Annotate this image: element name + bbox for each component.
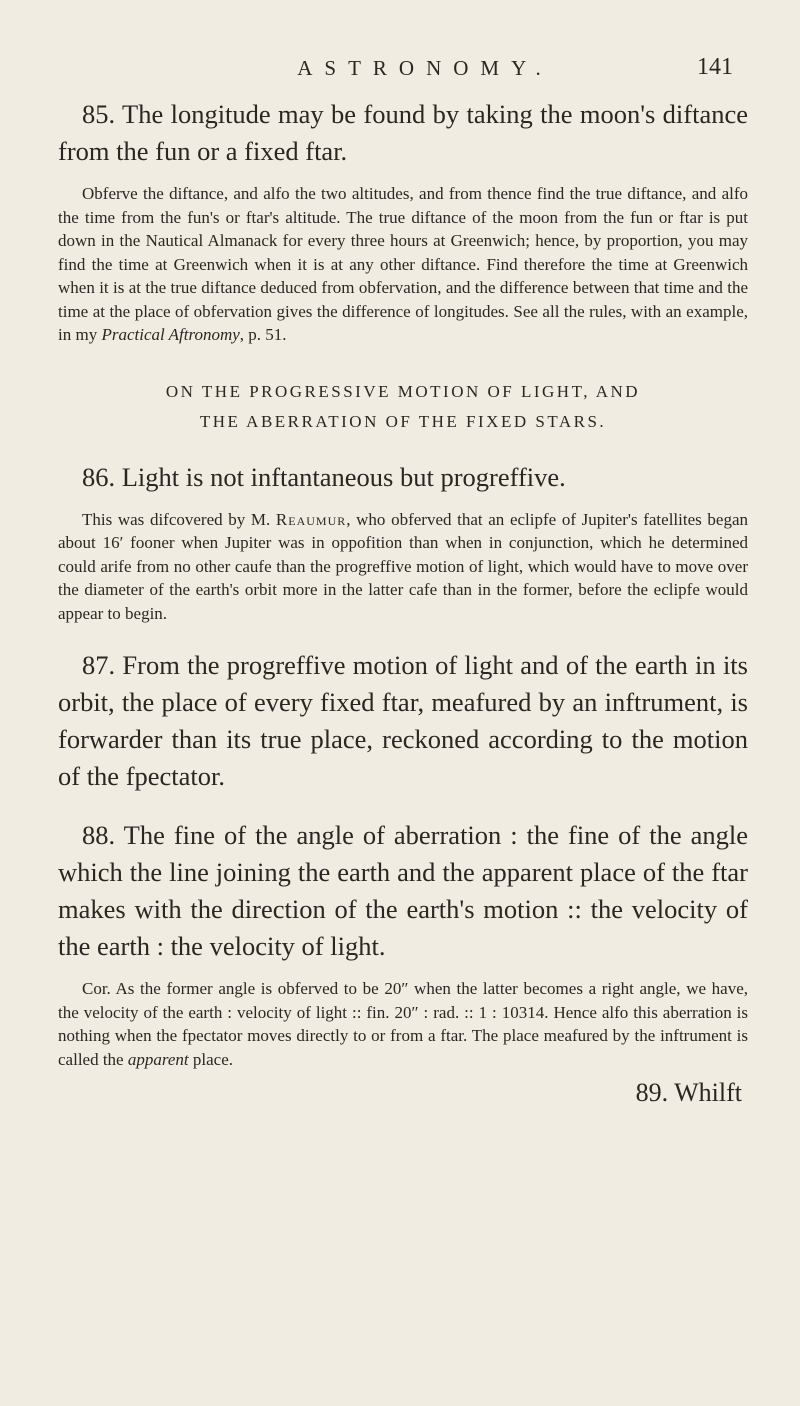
note-86 [58, 508, 748, 626]
corollary-88-end: place. [188, 1049, 233, 1069]
section-heading-line-2: THE ABERRATION OF THE FIXED STARS. [199, 411, 607, 431]
page-number: 141 [697, 54, 733, 80]
section-heading-line-1: ON THE PROGRESSIVE MOTION OF LIGHT, AND [165, 381, 641, 401]
text-block [58, 96, 748, 1111]
proposition-87: 87. From the progreffive motion of light and of the earth in its orbit, the place of every fixed ftar, meafured by an inftrument, is forwarder than its true place, reckoned according to the motion of the fpectator. [58, 650, 748, 791]
note-85-text: Obferve the diftance, and alfo the two altitudes, and from thence find the true diftance, and alfo the time from the fun's or ftar's altitude. The true diftance of the moon from the fun or ftar is put down in the Nautical Almanack for every three hours at Greenwich; hence, by proportion, you may find the time at Greenwich when it is at any other diftance. Find therefore the time at Greenwich when it is at the true diftance deduced from obfervation, and the difference between that time and the time at the place of obfervation gives the difference of longitudes. See all the rules, with an example, in my [58, 184, 748, 344]
catchword: 89. Whilft [635, 1078, 742, 1107]
note-85-page-ref: , p. 51. [239, 325, 287, 344]
proposition-86: 86. Light is not inftantaneous but progreffive. [82, 461, 566, 492]
proposition-88: 88. The fine of the angle of aberration : the fine of the angle which the line joining the earth and the apparent place of the ftar makes with the direction of the earth's motion :: the velocity of the earth : the velocity of light. [58, 820, 748, 961]
corollary-88-italic: apparent [127, 1049, 189, 1069]
corollary-88-start: Cor. As the former angle is obferved to be 20″ when the latter becomes a right angle, we have, the velocity of the earth : velocity of light :: fin. 20″ : rad. :: 1 : 10314. Hence alfo this aberration is nothing when the fpectator moves directly to or from a ftar. The place meafured by the inftrument is called the [58, 979, 748, 1069]
note-85-book-title: Practical Aftronomy [101, 325, 240, 344]
note-86-name: Reaumur [275, 509, 347, 529]
note-86-start: This was difcovered by M. [82, 509, 276, 529]
note-85 [58, 182, 748, 347]
note-86-rest: , who obferved that an eclipfe of Jupiter's fatellites began about 16′ fooner when Jupiter was in oppofition than when in conjunction, which he determined could arife from no other caufe than the progreffive motion of light, which would have to move over the diameter of the earth's orbit more in the latter cafe than in the former, before the eclipfe would appear to begin. [58, 509, 748, 623]
proposition-85: 85. The longitude may be found by taking the moon's diftance from the fun or a fixed ftar. [58, 99, 748, 166]
corollary-88 [58, 977, 748, 1071]
running-title: ASTRONOMY. [297, 56, 553, 80]
